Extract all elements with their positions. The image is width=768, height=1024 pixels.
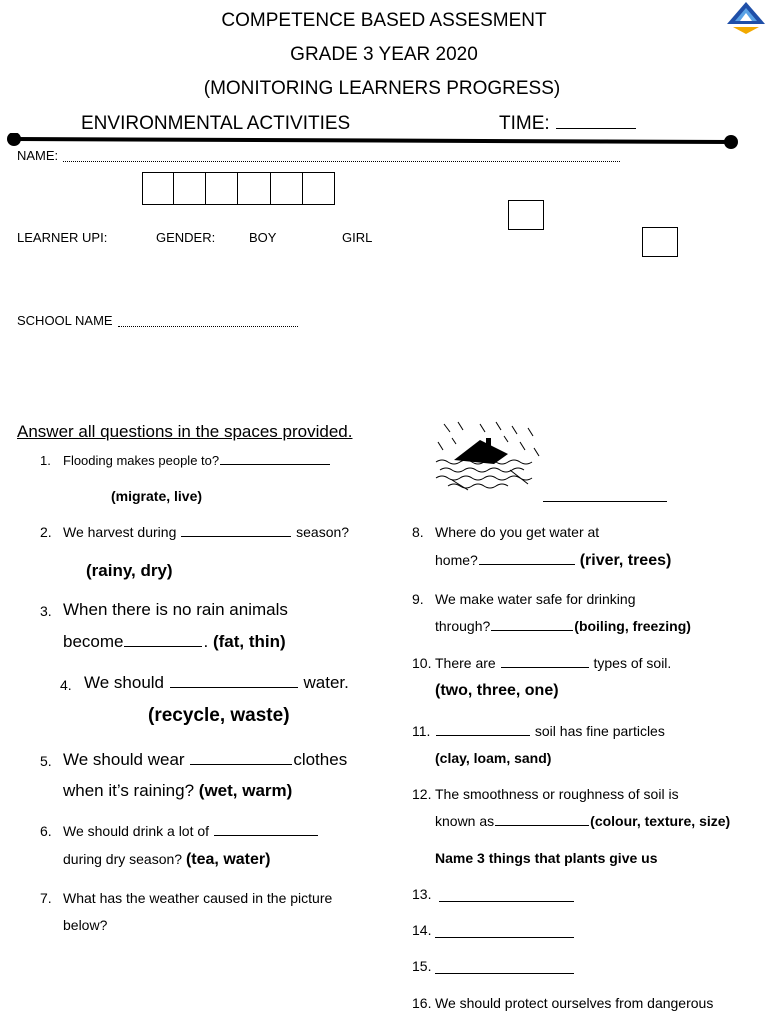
- q9-line1: We make water safe for drinking: [435, 591, 636, 607]
- q10-number: 10.: [412, 655, 432, 671]
- q10-post: types of soil.: [593, 655, 672, 671]
- q5-number: 5.: [40, 753, 52, 769]
- plants-give-heading: Name 3 things that plants give us: [435, 850, 658, 866]
- q12-number: 12.: [412, 786, 432, 802]
- q4-pre: We should: [84, 673, 165, 692]
- q16-line1: We should protect ourselves from dangerous: [435, 995, 714, 1011]
- girl-label: GIRL: [342, 230, 373, 245]
- q9-number: 9.: [412, 591, 424, 607]
- upi-label: LEARNER UPI:: [17, 230, 108, 245]
- q6-answer-blank[interactable]: [214, 834, 318, 836]
- q5-options: (wet, warm): [198, 781, 293, 800]
- name-field[interactable]: [63, 161, 620, 162]
- q4-answer-blank[interactable]: [170, 686, 298, 688]
- q14-number: 14.: [412, 922, 432, 938]
- q12-line1: The smoothness or roughness of soil is: [435, 786, 679, 802]
- q10-pre: There are: [435, 655, 496, 671]
- subject-title: ENVIRONMENTAL ACTIVITIES: [81, 113, 351, 134]
- header-title: COMPETENCE BASED ASSESMENT: [221, 10, 547, 31]
- q1-answer-blank[interactable]: [220, 463, 330, 465]
- q3-options: (fat, thin): [212, 632, 286, 651]
- upi-box[interactable]: [270, 172, 303, 205]
- gender-label: GENDER:: [156, 230, 216, 245]
- instructions: Answer all questions in the spaces provided.: [17, 422, 353, 441]
- q9-options: (boiling, freezing): [574, 618, 691, 634]
- header-divider: [6, 133, 740, 149]
- upi-box[interactable]: [302, 172, 335, 205]
- q6-number: 6.: [40, 823, 52, 839]
- q12-pre: known as: [435, 813, 495, 829]
- q2-options: (rainy, dry): [86, 561, 173, 580]
- q6-line2: during dry season?: [63, 851, 183, 867]
- q6-pre: We should drink a lot of: [63, 823, 210, 839]
- q5-pre: We should wear: [63, 750, 185, 769]
- q1-text: Flooding makes people to?: [63, 453, 220, 468]
- name-label: NAME:: [17, 148, 59, 163]
- q16-number: 16.: [412, 995, 432, 1011]
- q4-post: water.: [303, 673, 349, 692]
- q5-post: clothes: [293, 750, 348, 769]
- q9-pre: through?: [435, 618, 491, 634]
- q4-options: (recycle, waste): [148, 705, 290, 726]
- q10-answer-blank[interactable]: [501, 666, 589, 668]
- upi-box[interactable]: [142, 172, 174, 205]
- q13-answer-line[interactable]: [439, 901, 574, 902]
- q7-line1: What has the weather caused in the picture: [63, 890, 333, 906]
- q4-number: 4.: [60, 677, 72, 693]
- q10-options: (two, three, one): [435, 682, 559, 699]
- q3-pre: become: [63, 632, 124, 651]
- q11-number: 11.: [412, 723, 431, 739]
- q15-answer-line[interactable]: [435, 973, 574, 974]
- q3-answer-blank[interactable]: [124, 645, 202, 647]
- q2-pre: We harvest during: [63, 524, 177, 540]
- q3-post: .: [203, 632, 209, 651]
- q8-pre: home?: [435, 552, 478, 568]
- q7-number: 7.: [40, 890, 52, 906]
- q5-answer-blank[interactable]: [190, 763, 292, 765]
- flooded-house-illustration: [432, 420, 544, 492]
- q1-number: 1.: [40, 453, 51, 468]
- school-name-field[interactable]: [118, 326, 298, 327]
- q9-answer-blank[interactable]: [491, 629, 573, 631]
- q7-answer-line[interactable]: [543, 501, 667, 502]
- boy-label: BOY: [249, 230, 277, 245]
- q8-options: (river, trees): [579, 552, 672, 569]
- q15-number: 15.: [412, 958, 432, 974]
- q3-line1: When there is no rain animals: [63, 600, 288, 619]
- q8-line1: Where do you get water at: [435, 524, 600, 540]
- girl-checkbox[interactable]: [642, 227, 678, 257]
- boy-checkbox[interactable]: [508, 200, 544, 230]
- q11-post: soil has fine particles: [534, 723, 665, 739]
- school-name-label: SCHOOL NAME: [17, 313, 113, 328]
- upi-box[interactable]: [173, 172, 206, 205]
- q12-answer-blank[interactable]: [495, 824, 589, 826]
- upi-box[interactable]: [205, 172, 238, 205]
- q13-number: 13.: [412, 886, 432, 902]
- q14-answer-line[interactable]: [435, 937, 574, 938]
- q11-answer-blank[interactable]: [436, 734, 530, 736]
- q3-number: 3.: [40, 603, 52, 619]
- q11-options: (clay, loam, sand): [435, 750, 552, 766]
- q7-line2: below?: [63, 917, 108, 933]
- q8-answer-blank[interactable]: [479, 563, 575, 565]
- header-grade: GRADE 3 YEAR 2020: [290, 44, 478, 65]
- q5-line2: when it’s raining?: [63, 781, 195, 800]
- q12-options: (colour, texture, size): [590, 813, 731, 829]
- kicd-logo-icon: [725, 0, 767, 36]
- header-monitoring: (MONITORING LEARNERS PROGRESS): [203, 78, 561, 99]
- q1-options: (migrate, live): [111, 488, 203, 504]
- q8-number: 8.: [412, 524, 424, 540]
- time-label: TIME:: [499, 113, 637, 135]
- q6-options: (tea, water): [185, 851, 271, 868]
- q2-number: 2.: [40, 524, 52, 540]
- q2-post: season?: [296, 524, 350, 540]
- upi-box[interactable]: [237, 172, 271, 205]
- q2-answer-blank[interactable]: [181, 535, 291, 537]
